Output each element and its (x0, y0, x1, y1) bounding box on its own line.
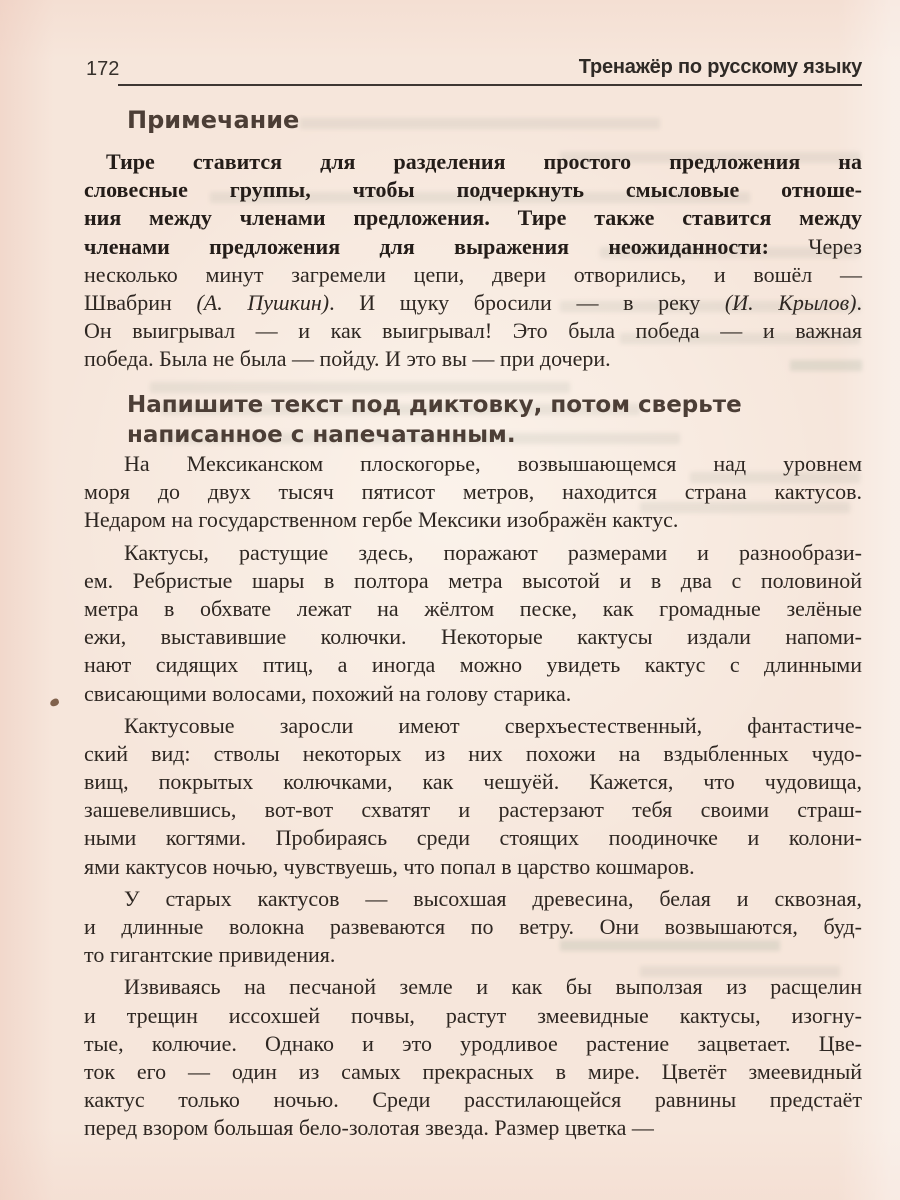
text-line: У старых кактусов — высохшая древесина, белая и сквозная, (124, 885, 862, 911)
text-line: Извиваясь на песчаной земле и как бы выползая из расщелин (124, 974, 862, 1000)
text-segment: . (856, 289, 862, 315)
text-line: ями кактусов ночью, чувствуешь, что попал в царство кошмаров. (84, 853, 695, 879)
text-segment: Швабрин (84, 289, 197, 315)
text-line: На Мексиканском плоскогорье, возвышающемся над уровнем (124, 451, 862, 476)
dictation-text (84, 450, 862, 1143)
text-segment: Он выигрывал — и как выигрывал! Это была победа — и важная (84, 318, 862, 344)
text-segment: (И. Крылов) (724, 289, 857, 315)
text-line: ский вид: стволы некоторых из них похожи на вздыбленных чудо- (84, 740, 862, 766)
text-segment: Тире ставится для разделения простого предложения на (106, 149, 862, 174)
text-line: вищ, покрытых колючками, как чешуёй. Кажется, что чудовища, (84, 769, 862, 795)
running-head-title: Тренажёр по русскому языку (578, 56, 862, 78)
text-line: нают сидящих птиц, а иногда можно увидеть кактус с длинными (84, 652, 862, 678)
text-line: ток его — один из самых прекрасных в мире. Цветёт змеевидный (84, 1058, 862, 1084)
page-number: 172 (86, 58, 120, 80)
text-segment: (А. Пушкин) (196, 289, 330, 315)
text-line: Кактусовые заросли имеют сверхъестественный, фантастиче- (124, 712, 862, 738)
text-line: и длинные волокна развеваются по ветру. Они возвышаются, буд- (84, 914, 862, 939)
note-heading: Примечание (127, 106, 300, 134)
text-line (84, 317, 862, 345)
text-line: моря до двух тысяч пятисот метров, находится страна кактусов. (84, 479, 862, 505)
header-rule (118, 84, 862, 86)
text-line (84, 261, 862, 289)
text-line: ем. Ребристые шары в полтора метра высотой и в два с половиной (84, 567, 862, 593)
text-segment: ния между членами предложения. Тире также ставится между (84, 205, 862, 231)
text-line: перед взором большая бело-золотая звезда. Размер цветка — (84, 1115, 654, 1141)
text-line (84, 345, 862, 373)
text-line: зашевелившись, вот-вот схватят и растерзают тебя своими страш- (84, 797, 862, 823)
text-line: кактус только ночью. Среди расстилающейся равнины предстаёт (84, 1087, 862, 1113)
text-segment: членами предложения для выражения неожиданности: (84, 233, 809, 259)
ink-speck (49, 698, 60, 708)
text-line: Недаром на государственном гербе Мексики изображён кактус. (84, 507, 679, 533)
text-line: тые, колючие. Однако и это уродливое растение зацветает. Цве- (84, 1030, 862, 1056)
text-segment: . И щуку бросили — в реку (329, 289, 725, 315)
text-line: и трещин иссохшей почвы, растут змеевидные кактусы, изогну- (84, 1002, 862, 1028)
text-line (84, 176, 862, 204)
dictation-paragraph (84, 885, 862, 970)
text-line: написанное с напечатанным. (127, 422, 516, 448)
dictation-task-heading (127, 390, 827, 450)
note-paragraph (84, 148, 862, 374)
text-line: то гигантские привидения. (84, 942, 336, 968)
text-line: свисающими волосами, похожий на голову старика. (84, 680, 572, 706)
text-line (84, 148, 862, 176)
text-line: ежи, выставившие колючки. Некоторые кактусы издали напоми- (84, 624, 862, 650)
showthrough-artifact (300, 118, 660, 129)
dictation-paragraph (84, 450, 862, 535)
text-line: метра в обхвате лежат на жёлтом песке, как громадные зелёные (84, 595, 862, 621)
text-line (84, 204, 862, 232)
text-segment: словесные группы, чтобы подчеркнуть смысловые отноше- (84, 177, 862, 203)
text-segment: Через (808, 233, 862, 259)
text-line (84, 233, 862, 261)
text-line: Напишите текст под диктовку, потом сверьте (127, 392, 742, 418)
dictation-paragraph (84, 712, 862, 881)
text-line: Кактусы, растущие здесь, поражают размерами и разнообрази- (124, 539, 862, 565)
dictation-paragraph (84, 539, 862, 708)
dictation-paragraph (84, 973, 862, 1142)
text-line: ными когтями. Пробираясь среди стоящих поодиночке и колони- (84, 825, 862, 851)
text-line (84, 289, 862, 317)
text-segment: несколько минут загремели цепи, двери отворились, и вошёл — (84, 261, 862, 287)
text-segment: победа. Была не была — пойду. И это вы — при дочери. (84, 346, 611, 372)
